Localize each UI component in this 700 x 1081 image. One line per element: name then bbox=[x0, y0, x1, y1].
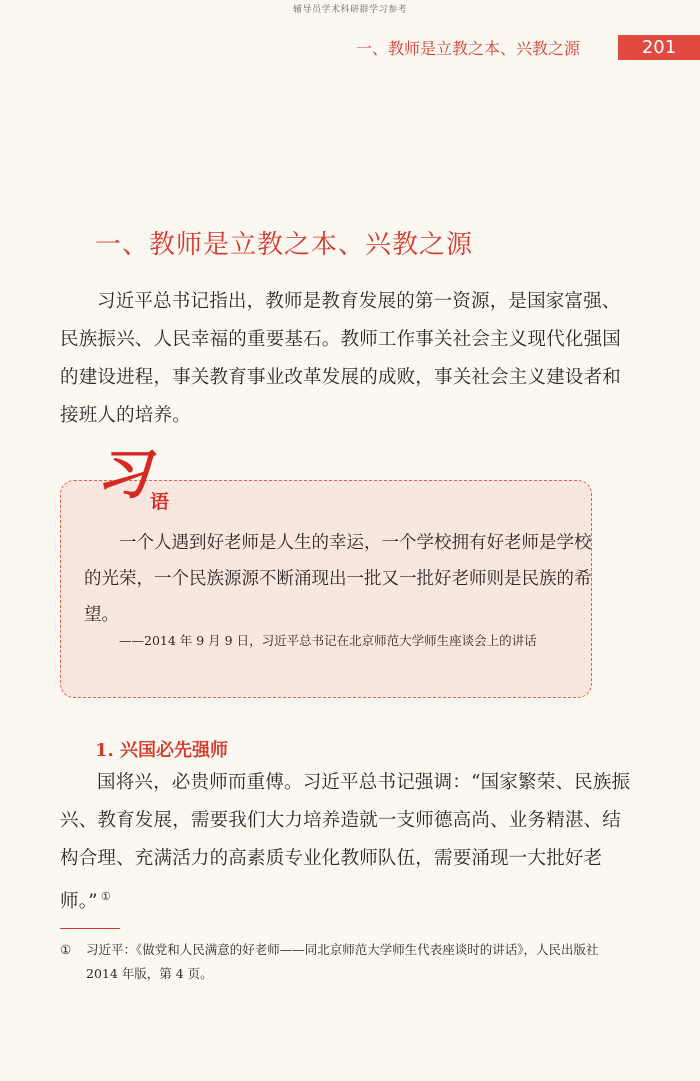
footnote-divider bbox=[60, 928, 120, 929]
page-number: 201 bbox=[618, 35, 700, 60]
subsection-paragraph bbox=[60, 764, 638, 921]
running-header-title: 一、教师是立教之本、兴教之源 bbox=[355, 39, 580, 58]
subsection-body-text: 国将兴，必贵师而重傅。习近平总书记强调：“国家繁荣、民族振兴、教育发展，需要我们大力培养造就一支师德高尚、业务精湛、结构合理、充满活力的高素质专业化教师队伍，需要涌现一大批好老师。” bbox=[60, 772, 631, 913]
quote-text: 一个人遇到好老师是人生的幸运，一个学校拥有好老师是学校的光荣，一个民族源源不断涌现出一批又一批好老师则是民族的希望。 bbox=[84, 533, 592, 625]
intro-paragraph: 习近平总书记指出，教师是教育发展的第一资源，是国家富强、民族振兴、人民幸福的重要基石。教师工作事关社会主义现代化强国的建设进程，事关教育事业改革发展的成败，事关社会主义建设者和接班人的培养。 bbox=[60, 291, 622, 426]
top-caption: 辅导员学术科研群学习参考 bbox=[292, 5, 407, 15]
section-title: 一、教师是立教之本、兴教之源 bbox=[95, 230, 474, 260]
footnote bbox=[60, 938, 620, 986]
quote-source: ——2014 年 9 月 9 日，习近平总书记在北京师范大学师生座谈会上的讲话 bbox=[119, 633, 537, 648]
footnote-text: 习近平：《做党和人民满意的好老师——同北京师范大学师生代表座谈时的讲话》，人民出版社 2014 年版，第 4 页。 bbox=[86, 942, 599, 981]
footnote-reference[interactable]: ① bbox=[100, 890, 111, 903]
subsection-heading: 1. 兴国必先强师 bbox=[95, 740, 229, 761]
footnote-mark: ① bbox=[60, 942, 72, 957]
quote-label-xi: 习 bbox=[96, 442, 150, 506]
quote-label-yu: 语 bbox=[150, 491, 170, 513]
